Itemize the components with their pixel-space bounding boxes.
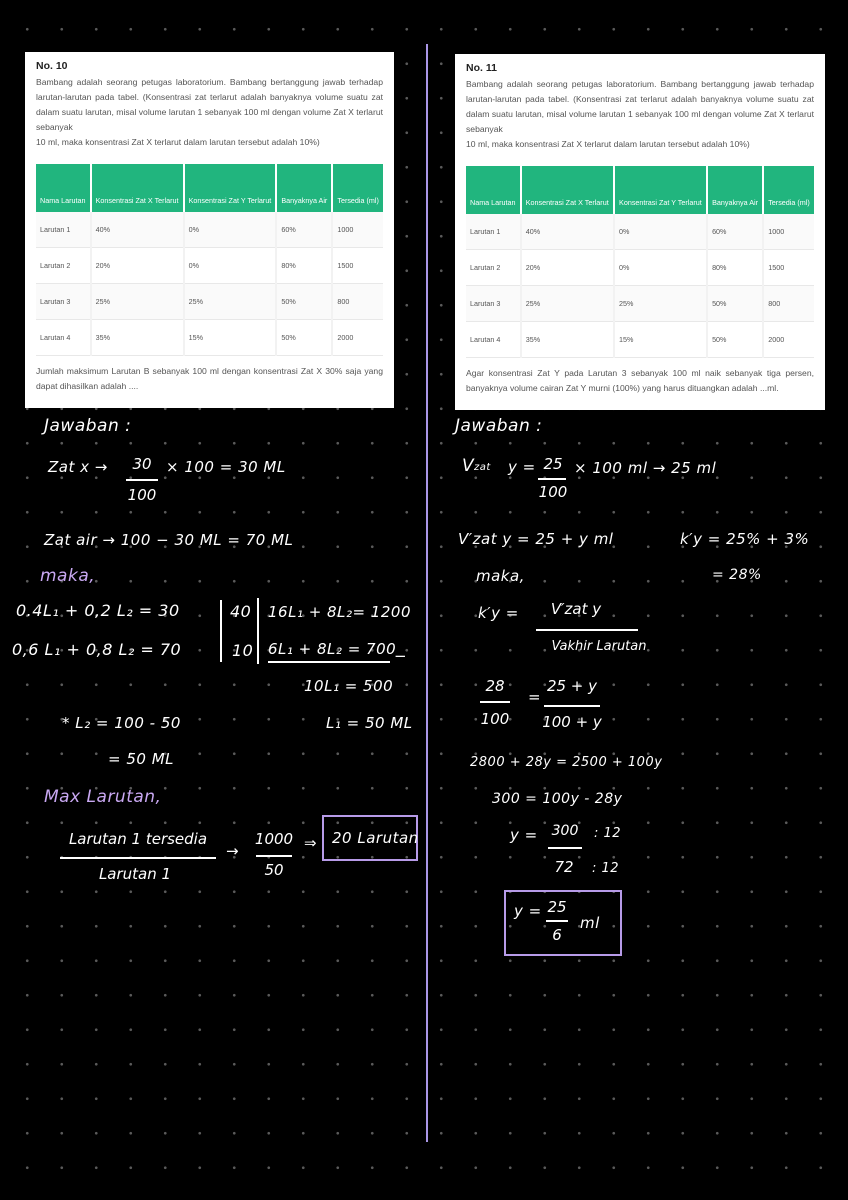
underline <box>268 661 390 663</box>
table-header: Banyaknya Air <box>276 164 332 212</box>
l2-value: = 50 ML <box>108 750 174 768</box>
table-cell: 0% <box>184 212 277 248</box>
cross-multiply-line: 2800 + 28y = 2500 + 100y <box>470 755 663 770</box>
v-numerator: 25 <box>543 455 563 473</box>
max-larutan-label: Max Larutan, <box>44 787 162 807</box>
table-cell: 2000 <box>763 322 814 358</box>
left-maka-label: maka, <box>40 566 96 586</box>
table-cell: 50% <box>276 284 332 320</box>
table-header: Konsentrasi Zat Y Terlarut <box>184 164 277 212</box>
table-cell: 25% <box>184 284 277 320</box>
divide-note-1: : 12 <box>594 826 622 841</box>
table-cell: 40% <box>91 212 184 248</box>
y-numerator: 300 <box>551 823 579 839</box>
k-prime-value: = 28% <box>712 567 762 583</box>
table-row <box>36 284 383 320</box>
y-lhs: y = <box>510 826 538 844</box>
v-denominator: 100 <box>538 483 568 501</box>
table-header: Banyaknya Air <box>707 166 763 214</box>
ratio-numerator-1: 28 <box>485 677 505 695</box>
question-11-text: Bambang adalah seorang petugas laboratorium. Bambang bertanggung jawab terhadap larutan-larutan pada tabel. (Konsentrasi zat terlarut adalah banyaknya volume suatu zat dalam suatu larutan, misal volume larutan 1 sebanyak 100 ml dengan volume Zat X terlarut sebanyak <box>466 79 814 134</box>
column-divider <box>426 44 428 1142</box>
larutan-fraction-denominator: Larutan 1 <box>98 865 172 883</box>
fraction-bar <box>544 705 600 707</box>
table-row <box>466 214 814 250</box>
table-cell: Larutan 1 <box>466 214 521 250</box>
question-11-prompt: Agar konsentrasi Zat Y pada Larutan 3 sebanyak 100 ml naik sebanyak tiga persen, banyaknya volume cairan Zat Y murni (100%) yang harus dituangkan adalah ...ml. <box>466 368 814 393</box>
value-numerator: 1000 <box>254 830 294 848</box>
table-row <box>466 322 814 358</box>
table-cell: 20% <box>521 250 614 286</box>
fraction-bar <box>536 629 638 631</box>
question-10-text: Bambang adalah seorang petugas laboratorium. Bambang bertanggung jawab terhadap larutan-larutan pada tabel. (Konsentrasi zat terlarut adalah banyaknya volume suatu zat dalam suatu larutan, misal volume larutan 1 sebanyak 100 ml dengan volume Zat X terlarut sebanyak <box>36 77 383 132</box>
answer-unit: ml <box>580 914 600 932</box>
v-symbol: V <box>462 456 475 476</box>
table-cell: Larutan 2 <box>36 248 91 284</box>
table-cell: 15% <box>184 320 277 356</box>
table-header: Konsentrasi Zat X Terlarut <box>521 166 614 214</box>
table-header: Nama Larutan <box>36 164 91 212</box>
fraction-bar <box>60 857 216 859</box>
table-row <box>466 250 814 286</box>
fraction-bar <box>126 479 158 481</box>
result-equation-2: 6L₁ + 8L₂ = 700 <box>268 640 397 658</box>
question-11-card <box>455 54 825 410</box>
right-maka-label: maka, <box>476 567 525 585</box>
left-answer: 20 Larutan <box>332 829 419 847</box>
k-numerator: V′zat y <box>550 600 602 618</box>
table-cell: 80% <box>707 250 763 286</box>
left-jawaban-heading: Jawaban : <box>44 416 132 436</box>
table-cell: 1000 <box>332 212 383 248</box>
result-equation-1: 16L₁ + 8L₂= 1200 <box>268 603 411 621</box>
table-cell: 800 <box>763 286 814 322</box>
table-cell: 40% <box>521 214 614 250</box>
minus-sign: − <box>394 647 408 665</box>
separator-line <box>220 600 222 662</box>
question-10-card <box>25 52 394 408</box>
table-cell: Larutan 1 <box>36 212 91 248</box>
table-cell: 25% <box>91 284 184 320</box>
zat-x-numerator: 30 <box>132 455 152 473</box>
fraction-bar <box>538 478 566 480</box>
zat-air-line: Zat air → 100 − 30 ML = 70 ML <box>44 531 294 549</box>
table-cell: 20% <box>91 248 184 284</box>
question-10-title: No. 10 <box>36 60 68 72</box>
equation-2: 0,6 L₁ + 0,8 L₂ = 70 <box>12 640 182 659</box>
table-cell: Larutan 4 <box>36 320 91 356</box>
table-row <box>466 286 814 322</box>
fraction-bar <box>546 920 568 922</box>
table-header: Tersedia (ml) <box>332 164 383 212</box>
zat-x-denominator: 100 <box>127 486 157 504</box>
k-prime-line: k′y = 25% + 3% <box>680 530 810 548</box>
table-cell: 35% <box>521 322 614 358</box>
question-10-text-2: 10 ml, maka konsentrasi Zat X terlarut dalam larutan tersebut adalah 10%) <box>36 137 320 147</box>
table-cell: 25% <box>521 286 614 322</box>
table-cell: 0% <box>184 248 277 284</box>
zat-x-label: Zat x → <box>48 458 108 476</box>
fraction-bar <box>548 847 582 849</box>
fraction-bar <box>256 855 292 857</box>
ratio-denominator-1: 100 <box>480 710 510 728</box>
table-cell: 80% <box>276 248 332 284</box>
table-header: Konsentrasi Zat Y Terlarut <box>614 166 707 214</box>
answer-denominator: 6 <box>552 926 562 944</box>
table-cell: 50% <box>707 286 763 322</box>
k-prime-lhs: k′y = <box>478 604 519 622</box>
equation-1: 0.4L₁ + 0,2 L₂ = 30 <box>16 601 180 620</box>
simplify-line: 300 = 100y - 28y <box>492 791 623 807</box>
answer-lhs: y = <box>514 902 542 920</box>
v-y-equals: y = <box>508 458 536 476</box>
y-denominator: 72 <box>554 858 574 876</box>
table-cell: 1500 <box>332 248 383 284</box>
solutions-table-11 <box>466 166 814 358</box>
question-11-text-2: 10 ml, maka konsentrasi Zat X terlarut dalam larutan tersebut adalah 10%) <box>466 139 750 149</box>
table-cell: 0% <box>614 214 707 250</box>
table-header: Tersedia (ml) <box>763 166 814 214</box>
multiplier-1: 40 <box>230 602 252 621</box>
right-jawaban-heading: Jawaban : <box>455 416 543 436</box>
table-cell: 60% <box>276 212 332 248</box>
divide-note-2: : 12 <box>592 861 620 876</box>
table-header: Konsentrasi Zat X Terlarut <box>91 164 184 212</box>
value-denominator: 50 <box>264 861 284 879</box>
answer-numerator: 25 <box>547 898 567 916</box>
table-row <box>36 212 383 248</box>
l2-calculation: * L₂ = 100 - 50 <box>62 714 181 732</box>
larutan-fraction-numerator: Larutan 1 tersedia <box>68 830 208 848</box>
l1-value: L₁ = 50 ML <box>326 714 413 732</box>
implies-symbol: ⇒ <box>304 834 318 852</box>
table-row <box>36 320 383 356</box>
v-result: × 100 ml → 25 ml <box>574 459 717 477</box>
table-cell: Larutan 3 <box>466 286 521 322</box>
table-cell: 1000 <box>763 214 814 250</box>
table-cell: 35% <box>91 320 184 356</box>
table-cell: Larutan 4 <box>466 322 521 358</box>
question-11-title: No. 11 <box>466 62 497 74</box>
zat-x-result: × 100 = 30 ML <box>166 458 286 476</box>
k-denominator: Vakhir Larutan <box>551 639 647 654</box>
question-10-prompt: Jumlah maksimum Larutan B sebanyak 100 ml dengan konsentrasi Zat X 30% saja yang dapat dihasilkan adalah .... <box>36 366 383 391</box>
table-cell: 50% <box>707 322 763 358</box>
table-cell: Larutan 2 <box>466 250 521 286</box>
table-cell: 0% <box>614 250 707 286</box>
arrow-symbol: → <box>226 842 240 860</box>
table-cell: 15% <box>614 322 707 358</box>
table-cell: 60% <box>707 214 763 250</box>
table-cell: Larutan 3 <box>36 284 91 320</box>
result-equation-3: 10L₁ = 500 <box>304 677 394 695</box>
table-cell: 25% <box>614 286 707 322</box>
table-cell: 50% <box>276 320 332 356</box>
fraction-bar <box>480 701 510 703</box>
multiplier-2: 10 <box>232 641 254 660</box>
equals-sign: = <box>528 688 542 706</box>
table-row <box>36 248 383 284</box>
v-subscript: zat <box>474 462 491 473</box>
ratio-numerator-2: 25 + y <box>546 677 598 695</box>
separator-line <box>257 598 259 664</box>
table-cell: 800 <box>332 284 383 320</box>
table-cell: 2000 <box>332 320 383 356</box>
ratio-denominator-2: 100 + y <box>542 713 602 731</box>
table-header: Nama Larutan <box>466 166 521 214</box>
v-prime-line: V′zat y = 25 + y ml <box>458 530 614 548</box>
table-cell: 1500 <box>763 250 814 286</box>
solutions-table-10 <box>36 164 383 356</box>
